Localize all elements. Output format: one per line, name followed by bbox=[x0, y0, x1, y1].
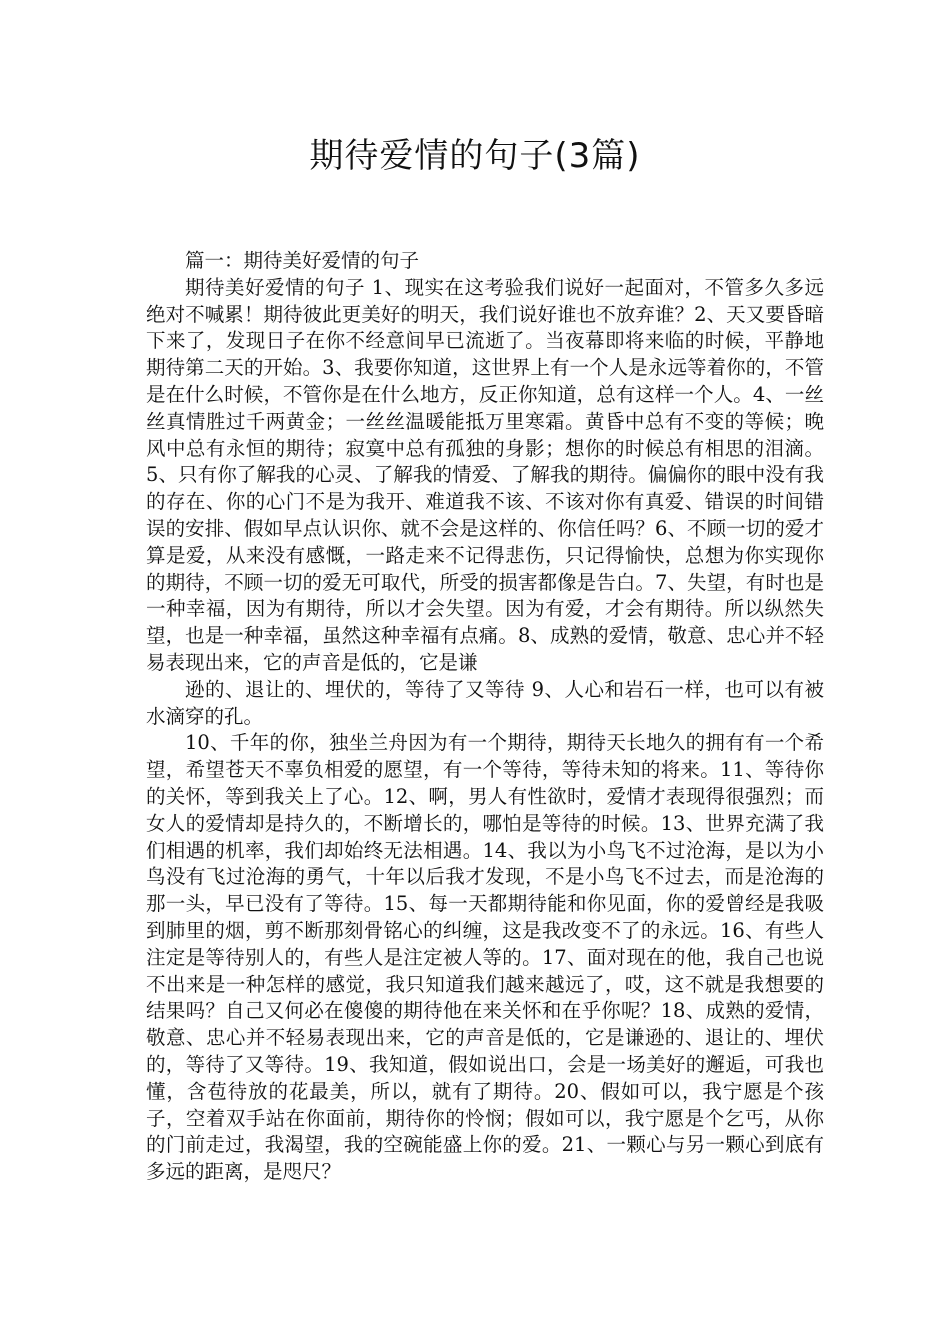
body-paragraph: 逊的、退让的、埋伏的，等待了又等待 9、人心和岩石一样，也可以有被水滴穿的孔。 bbox=[146, 677, 824, 728]
body-paragraph: 10、千年的你，独坐兰舟因为有一个期待，期待天长地久的拥有有一个希望，希望苍天不辜负相爱的愿望，有一个等待，等待未知的将来。11、等待你的关怀，等到我关上了心。12、啊，男人有性欲时，爱情才表现得很强烈；而女人的爱情却是持久的，不断增长的，哪怕是等待的时候。13、世界充满了我们相遇的机率，我们却始终无法相遇。14、我以为小鸟飞不过沧海，是以为小鸟没有飞过沧海的勇气，十年以后我才发现，不是小鸟飞不过去，而是沧海的那一头，早已没有了等待。15、每一天都期待能和你见面，你的爱曾经是我吸到肺里的烟，剪不断那刻骨铭心的纠缠，这是我改变不了的永远。16、有些人注定是等待别人的，有些人是注定被人等的。17、面对现在的他，我自己也说不出来是一种怎样的感觉，我只知道我们越来越远了，哎，这不就是我想要的结果吗？自己又何必在傻傻的期待他在来关怀和在乎你呢？18、成熟的爱情，敬意、忠心并不轻易表现出来，它的声音是低的，它是谦逊的、退让的、埋伏的，等待了又等待。19、我知道，假如说出口，会是一场美好的邂逅，可我也懂，含苞待放的花最美，所以，就有了期待。20、假如可以，我宁愿是个孩子，空着双手站在你面前，期待你的怜悯；假如可以，我宁愿是个乞丐，从你的门前走过，我渴望，我的空碗能盛上你的爱。21、一颗心与另一颗心到底有多远的距离，是咫尺？ bbox=[146, 731, 824, 1184]
document-title: 期待爱情的句子(3篇) bbox=[309, 136, 641, 176]
document-body bbox=[146, 248, 824, 1186]
body-paragraph: 期待美好爱情的句子 1、现实在这考验我们说好一起面对，不管多久多远绝对不喊累！期待彼此更美好的明天，我们说好谁也不放弃谁？2、天又要昏暗下来了，发现日子在你不经意间早已流逝了。当夜幕即将来临的时候，平静地期待第二天的开始。3、我要你知道，这世界上有一个人是永远等着你的，不管是在什么时候，不管你是在什么地方，反正你知道，总有这样一个人。4、一丝丝真情胜过千两黄金；一丝丝温暖能抵万里寒霜。黄昏中总有不变的等候；晚风中总有永恒的期待；寂寞中总有孤独的身影；想你的时候总有相思的泪滴。5、只有你了解我的心灵、了解我的情爱、了解我的期待。偏偏你的眼中没有我的存在、你的心门不是为我开、难道我不该、不该对你有真爱、错误的时间错误的安排、假如早点认识你、就不会是这样的、你信任吗？6、不顾一切的爱才算是爱，从来没有感慨，一路走来不记得悲伤，只记得愉快，总想为你实现你的期待，不顾一切的爱无可取代，所受的损害都像是告白。7、失望，有时也是一种幸福，因为有期待，所以才会失望。因为有爱，才会有期待。所以纵然失望，也是一种幸福，虽然这种幸福有点痛。8、成熟的爱情，敬意、忠心并不轻易表现出来，它的声音是低的，它是谦 bbox=[146, 275, 824, 674]
section-heading: 篇一：期待美好爱情的句子 bbox=[185, 249, 420, 272]
